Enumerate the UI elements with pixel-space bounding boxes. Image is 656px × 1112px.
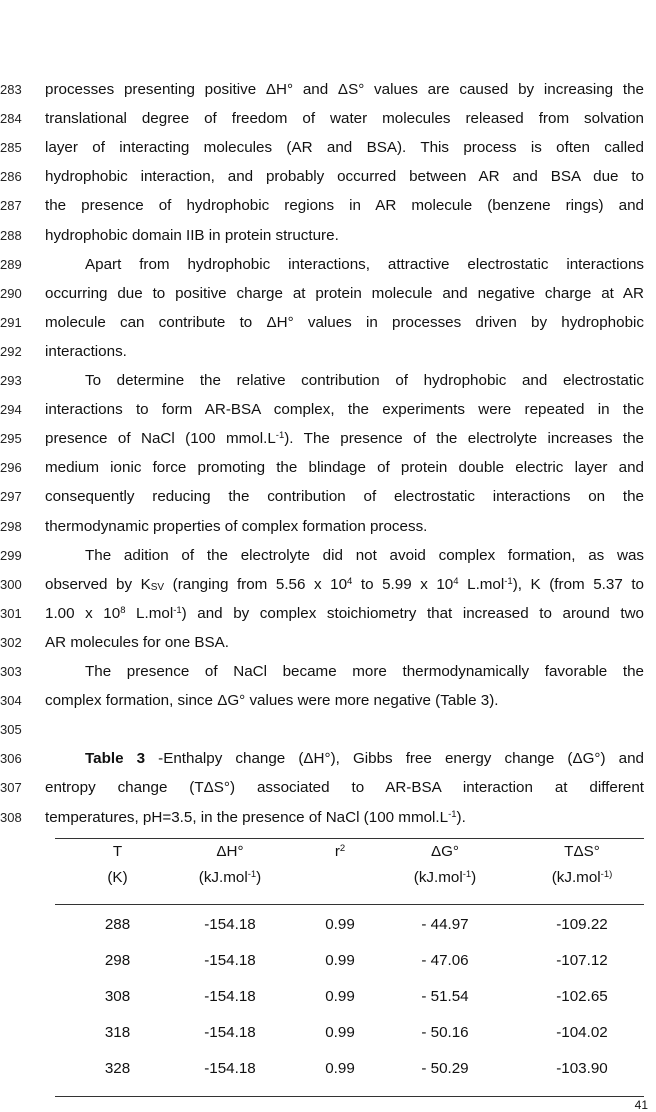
line-number: 288 — [0, 228, 22, 243]
header-dg-unit: (kJ.mol$^{-1}$) — [413, 869, 477, 886]
line-number: 301 — [0, 606, 22, 621]
text-line: The adition of the electrolyte did not avoid complex formation, as was — [85, 547, 644, 564]
cell-dh: -154.18 — [204, 916, 256, 933]
cell-dg: - 51.54 — [421, 988, 469, 1005]
line-number: 293 — [0, 373, 22, 388]
text-line: interactions to form AR-BSA complex, the experiments were repeated in the — [45, 401, 644, 418]
table-label: Table 3 — [85, 750, 146, 767]
cell-r2: 0.99 — [325, 1060, 355, 1077]
cell-r2: 0.99 — [325, 988, 355, 1005]
header-tds-unit: (kJ.mol$^{-1)}$ — [551, 869, 613, 886]
text-line: translational degree of freedom of water molecules released from solvation — [45, 110, 644, 127]
text-line: consequently reducing the contribution of electrostatic interactions on the — [45, 488, 644, 505]
line-number: 284 — [0, 111, 22, 126]
cell-dh: -154.18 — [204, 952, 256, 969]
line-number: 297 — [0, 489, 22, 504]
text-line: The presence of NaCl became more thermodynamically favorable the — [85, 663, 644, 680]
text-line: AR molecules for one BSA. — [45, 634, 230, 651]
caption-line: temperatures, pH=3.5, in the presence of NaCl (100 $mmol.L^{-1}$). — [45, 809, 466, 826]
cell-tds: -102.65 — [556, 988, 608, 1005]
text-line: layer of interacting molecules (AR and BSA). This process is often called — [45, 139, 644, 156]
table-bottom-rule — [55, 1096, 644, 1097]
line-number: 308 — [0, 810, 22, 825]
text-line: hydrophobic domain IIB in protein structure. — [45, 227, 339, 244]
cell-t: 328 — [104, 1060, 131, 1077]
line-number: 299 — [0, 548, 22, 563]
line-number: 287 — [0, 198, 22, 213]
cell-t: 298 — [104, 952, 131, 969]
line-number: 285 — [0, 140, 22, 155]
header-tds: TΔS° — [564, 843, 600, 860]
cell-t: 288 — [104, 916, 131, 933]
line-number: 296 — [0, 460, 22, 475]
cell-tds: -107.12 — [556, 952, 608, 969]
line-number: 306 — [0, 751, 22, 766]
text-line: 1.00 x $10^8$ L.mol$^{-1}$) and by complex stoichiometry that increased to around two — [45, 605, 644, 622]
text-line: the presence of hydrophobic regions in AR molecule (benzene rings) and — [45, 197, 644, 214]
cell-dg: - 50.29 — [421, 1060, 469, 1077]
line-number: 294 — [0, 402, 22, 417]
cell-dg: - 47.06 — [421, 952, 469, 969]
line-number: 292 — [0, 344, 22, 359]
text-line: occurring due to positive charge at protein molecule and negative charge at AR — [45, 285, 644, 302]
header-dh: ΔH° — [216, 843, 244, 860]
header-dg: ΔG° — [430, 843, 460, 860]
line-number: 286 — [0, 169, 22, 184]
cell-t: 308 — [104, 988, 131, 1005]
header-t: T — [112, 843, 123, 860]
text-line: processes presenting positive ΔH° and ΔS° values are caused by increasing the — [45, 81, 644, 98]
text-line: Apart from hydrophobic interactions, attractive electrostatic interactions — [85, 256, 644, 273]
caption-line: Table 3 -Enthalpy change (ΔH°), Gibbs free energy change (ΔG°) and — [85, 750, 644, 767]
header-r2: $r^2$ — [334, 843, 346, 860]
line-number: 291 — [0, 315, 22, 330]
line-number: 304 — [0, 693, 22, 708]
line-number: 307 — [0, 780, 22, 795]
text-line: interactions. — [45, 343, 127, 360]
header-t-unit: (K) — [107, 869, 128, 886]
text-line: hydrophobic interaction, and probably occurred between AR and BSA due to — [45, 168, 644, 185]
text-line: molecule can contribute to ΔH° values in processes driven by hydrophobic — [45, 314, 644, 331]
cell-dh: -154.18 — [204, 988, 256, 1005]
text-line: medium ionic force promoting the blindage of protein double electric layer and — [45, 459, 644, 476]
page-number: 41 — [634, 1098, 648, 1112]
text-line: thermodynamic properties of complex formation process. — [45, 518, 428, 535]
line-number: 295 — [0, 431, 22, 446]
line-number: 300 — [0, 577, 22, 592]
line-number: 289 — [0, 257, 22, 272]
header-dh-unit: (kJ.mol$^{-1}$) — [198, 869, 262, 886]
line-number: 302 — [0, 635, 22, 650]
line-number: 290 — [0, 286, 22, 301]
table-top-rule — [55, 838, 644, 839]
table-header-rule — [55, 904, 644, 905]
line-number: 305 — [0, 722, 22, 737]
text-line: To determine the relative contribution of hydrophobic and electrostatic — [85, 372, 644, 389]
caption-line: entropy change (TΔS°) associated to AR-BSA interaction at different — [45, 779, 644, 796]
cell-dg: - 50.16 — [421, 1024, 469, 1041]
text-line: complex formation, since ΔG° values were more negative (Table 3). — [45, 692, 499, 709]
line-number: 303 — [0, 664, 22, 679]
cell-dh: -154.18 — [204, 1024, 256, 1041]
cell-dg: - 44.97 — [421, 916, 469, 933]
line-number: 298 — [0, 519, 22, 534]
cell-r2: 0.99 — [325, 916, 355, 933]
line-number: 283 — [0, 82, 22, 97]
cell-tds: -103.90 — [556, 1060, 608, 1077]
cell-t: 318 — [104, 1024, 131, 1041]
cell-r2: 0.99 — [325, 952, 355, 969]
cell-r2: 0.99 — [325, 1024, 355, 1041]
cell-tds: -109.22 — [556, 916, 608, 933]
cell-dh: -154.18 — [204, 1060, 256, 1077]
text-line: presence of NaCl (100 $mmol.L^{-1}$). The presence of the electrolyte increases the — [45, 430, 644, 447]
text-line: observed by $K_{SV}$ (ranging from 5.56 x $10^4$ to 5.99 x $10^4$ L.mol$^{-1}$), K (from 5.37 to — [45, 576, 645, 593]
cell-tds: -104.02 — [556, 1024, 608, 1041]
